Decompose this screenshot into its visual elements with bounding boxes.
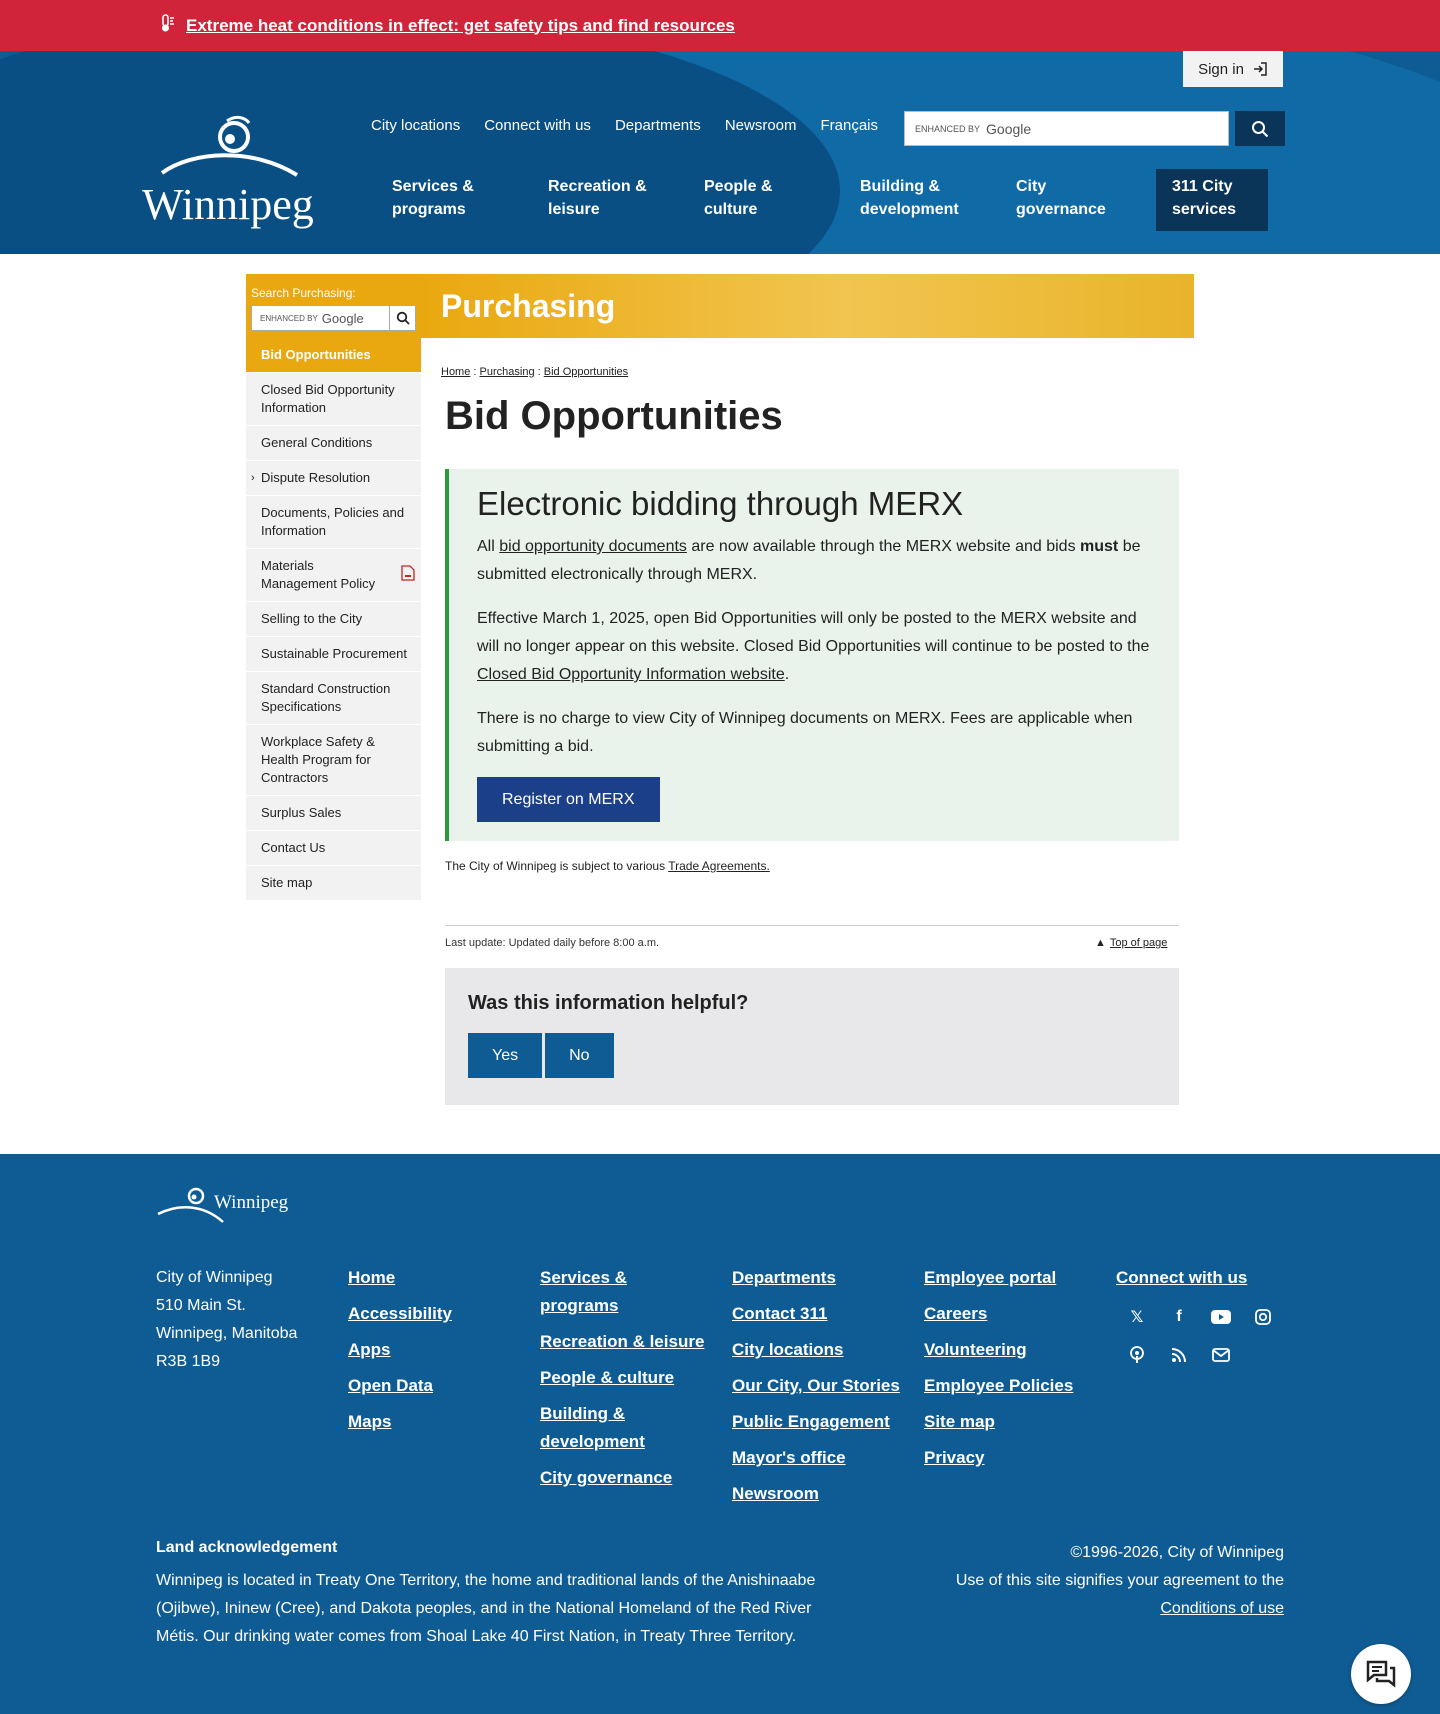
enhanced-by-label: ENHANCED BY: [915, 123, 981, 134]
footer-link-employee-portal[interactable]: Employee portal: [924, 1268, 1057, 1287]
top-of-page-link[interactable]: ▲ Top of page: [1095, 937, 1168, 949]
search-icon: [1251, 120, 1269, 138]
site-search: [904, 111, 1285, 146]
connect-title[interactable]: Connect with us: [1116, 1268, 1248, 1287]
main-nav: [376, 169, 1268, 231]
sidebar-item-site-map[interactable]: Site map: [246, 866, 421, 901]
rss-icon[interactable]: [1166, 1342, 1192, 1368]
footer-link-site-map[interactable]: Site map: [924, 1412, 995, 1431]
footer-link-volunteering[interactable]: Volunteering: [924, 1340, 1027, 1359]
breadcrumb-current[interactable]: Bid Opportunities: [543, 366, 629, 378]
footer-link-mayor[interactable]: Mayor's office: [732, 1448, 846, 1467]
footer-link-newsroom[interactable]: Newsroom: [732, 1484, 819, 1503]
footer-link-our-city[interactable]: Our City, Our Stories: [732, 1376, 900, 1395]
footer-link-building[interactable]: Building & development: [540, 1404, 645, 1451]
sign-in-label: Sign in: [1198, 60, 1244, 78]
conditions-of-use-link[interactable]: Conditions of use: [1160, 1600, 1284, 1617]
breadcrumb-sep: :: [537, 366, 541, 378]
footer-link-people[interactable]: People & culture: [540, 1368, 675, 1387]
sidebar-item-documents-policies[interactable]: Documents, Policies and Information: [246, 496, 421, 549]
footer-link-services[interactable]: Services & programs: [540, 1268, 627, 1315]
footer-link-contact-311[interactable]: Contact 311: [732, 1304, 828, 1323]
sidebar: [246, 274, 421, 901]
footer-link-maps[interactable]: Maps: [348, 1412, 392, 1431]
logo-wordmark: Winnipeg: [142, 180, 314, 229]
chevron-right-icon: ›: [251, 472, 255, 484]
breadcrumb-purchasing[interactable]: Purchasing: [479, 366, 535, 378]
site-search-input[interactable]: [904, 111, 1229, 146]
utility-francais[interactable]: Français: [820, 117, 879, 134]
section-title: Purchasing: [441, 288, 616, 324]
search-icon: [396, 311, 410, 325]
sign-in-icon: [1252, 61, 1268, 77]
utility-nav: [371, 117, 878, 134]
breadcrumb-sep: :: [473, 366, 477, 378]
nav-city-governance[interactable]: City governance: [1016, 178, 1106, 218]
instagram-icon[interactable]: [1250, 1304, 1276, 1330]
land-acknowledgement: [156, 1539, 816, 1651]
email-icon[interactable]: [1208, 1342, 1234, 1368]
sidebar-search-button[interactable]: [390, 305, 416, 331]
enhanced-by-label: ENHANCED BY: [260, 313, 318, 323]
thermometer-icon: [156, 13, 176, 39]
callout-heading: Electronic bidding through MERX: [477, 485, 964, 522]
page-title: Bid Opportunities: [445, 394, 783, 438]
breadcrumb-home[interactable]: Home: [441, 366, 471, 378]
footer-link-recreation[interactable]: Recreation & leisure: [540, 1332, 705, 1351]
nav-311-city-services[interactable]: 311 City services: [1156, 169, 1268, 231]
footer-link-employee-policies[interactable]: Employee Policies: [924, 1376, 1074, 1395]
footer-link-city-locations[interactable]: City locations: [732, 1340, 844, 1359]
register-merx-button[interactable]: Register on MERX: [477, 777, 660, 822]
social-links: [1116, 1304, 1276, 1368]
sidebar-item-closed-bid[interactable]: Closed Bid Opportunity Information: [246, 373, 421, 426]
sidebar-item-selling[interactable]: Selling to the City: [246, 602, 421, 637]
footer-column-4: [924, 1264, 1109, 1480]
footer-column-2: [540, 1264, 705, 1500]
sidebar-search: [246, 274, 421, 338]
utility-city-locations[interactable]: City locations: [371, 117, 461, 134]
footer-connect: [1116, 1264, 1276, 1368]
sidebar-item-surplus-sales[interactable]: Surplus Sales: [246, 796, 421, 831]
utility-departments[interactable]: Departments: [614, 117, 701, 134]
callout-paragraph-1: All bid opportunity documents are now available through the MERX website and bids must be submitted electronically through MERX.: [477, 538, 1141, 583]
nav-services-programs[interactable]: Services & programs: [392, 178, 474, 218]
sidebar-item-materials-management[interactable]: [246, 549, 421, 602]
sidebar-item-bid-opportunities[interactable]: Bid Opportunities: [246, 338, 421, 373]
trade-agreements-note: The City of Winnipeg is subject to various Trade Agreements.: [445, 859, 770, 873]
footer-column-1: [348, 1264, 533, 1444]
sign-in-button[interactable]: [1183, 51, 1283, 87]
footer-logo[interactable]: [156, 1184, 291, 1229]
main-content: [0, 254, 1440, 1154]
sidebar-nav: [246, 338, 421, 901]
site-header: [0, 51, 1440, 254]
trade-agreements-link[interactable]: Trade Agreements.: [668, 859, 770, 873]
sidebar-item-workplace-safety[interactable]: Workplace Safety & Health Program for Contractors: [246, 725, 421, 796]
feedback-yes-button[interactable]: Yes: [468, 1033, 542, 1078]
footer-link-departments[interactable]: Departments: [732, 1268, 836, 1287]
footer-link-careers[interactable]: Careers: [924, 1304, 988, 1323]
footer-link-governance[interactable]: City governance: [540, 1468, 673, 1487]
x-twitter-icon[interactable]: 𝕏: [1130, 1309, 1144, 1326]
winnipeg-logo[interactable]: [142, 111, 322, 236]
nav-people-culture[interactable]: People & culture: [704, 178, 773, 218]
nav-recreation-leisure[interactable]: Recreation & leisure: [548, 178, 647, 218]
sidebar-item-label: Materials Management Policy: [261, 558, 376, 591]
agreement-text: Use of this site signifies your agreement to the: [955, 1572, 1284, 1589]
sidebar-item-contact-us[interactable]: Contact Us: [246, 831, 421, 866]
address-line: 510 Main St.: [156, 1297, 246, 1314]
address-line: R3B 1B9: [156, 1353, 221, 1370]
chat-button[interactable]: [1351, 1644, 1411, 1704]
footer-link-engagement[interactable]: Public Engagement: [732, 1412, 890, 1431]
feedback-no-button[interactable]: No: [545, 1033, 613, 1078]
facebook-icon[interactable]: f: [1176, 1308, 1182, 1325]
site-search-button[interactable]: [1235, 111, 1285, 146]
footer-link-privacy[interactable]: Privacy: [924, 1448, 985, 1467]
divider: [445, 925, 1179, 926]
footer-link-apps[interactable]: Apps: [348, 1340, 391, 1359]
alert-link[interactable]: Extreme heat conditions in effect: get safety tips and find resources: [186, 15, 735, 35]
footer-logo-wordmark: Winnipeg: [214, 1192, 289, 1213]
address-line: City of Winnipeg: [156, 1269, 273, 1286]
caret-up-icon: ▲: [1095, 937, 1106, 949]
callout-paragraph-2: Effective March 1, 2025, open Bid Opportunities will only be posted to the MERX website and will no longer appear on this website. Closed Bid Opportunities will continue to be posted to the Closed Bid Opportunity Information website.: [477, 610, 1150, 683]
podcast-icon[interactable]: [1124, 1342, 1150, 1368]
youtube-icon[interactable]: [1208, 1304, 1234, 1330]
google-label: Google: [321, 310, 364, 326]
land-title: Land acknowledgement: [156, 1539, 338, 1556]
footer-column-3: [732, 1264, 917, 1516]
sidebar-item-sustainable[interactable]: Sustainable Procurement: [246, 637, 421, 672]
land-text: Winnipeg is located in Treaty One Territory, the home and traditional lands of the Anishinaabe (Ojibwe), Ininew (Cree), and Dakota peoples, and in the National Homeland of the Red River Métis. Our drinking water comes from Shoal Lake 40 First Nation, in Treaty Three Territory.: [156, 1572, 816, 1645]
sidebar-item-construction-specs[interactable]: Standard Construction Specifications: [246, 672, 421, 725]
footer-address: [156, 1264, 297, 1376]
sidebar-search-input[interactable]: [251, 305, 390, 331]
sidebar-item-dispute-resolution[interactable]: [246, 461, 421, 496]
copyright-text: ©1996-2026, City of Winnipeg: [1070, 1544, 1284, 1561]
chat-icon: [1365, 1659, 1397, 1689]
feedback-question: Was this information helpful?: [468, 992, 749, 1014]
alert-bar: [0, 0, 1440, 51]
site-footer: [0, 1154, 1440, 1714]
feedback-panel: [445, 968, 1179, 1105]
breadcrumb: [441, 366, 628, 378]
bid-documents-link[interactable]: bid opportunity documents: [499, 538, 687, 555]
copyright: [864, 1539, 1284, 1623]
utility-connect[interactable]: Connect with us: [484, 117, 591, 134]
footer-link-accessibility[interactable]: Accessibility: [348, 1304, 452, 1323]
footer-link-home[interactable]: Home: [348, 1268, 396, 1287]
address-line: Winnipeg, Manitoba: [156, 1325, 298, 1342]
sidebar-item-label: Dispute Resolution: [261, 470, 371, 485]
sidebar-search-label: Search Purchasing:: [251, 286, 356, 300]
callout-paragraph-3: There is no charge to view City of Winnipeg documents on MERX. Fees are applicable when submitting a bid.: [477, 710, 1133, 755]
utility-newsroom[interactable]: Newsroom: [724, 117, 797, 134]
google-label: Google: [986, 120, 1032, 137]
sidebar-item-general-conditions[interactable]: General Conditions: [246, 426, 421, 461]
last-update: Last update: Updated daily before 8:00 a.m.: [445, 937, 660, 949]
pdf-icon: [401, 565, 415, 586]
footer-link-open-data[interactable]: Open Data: [348, 1376, 434, 1395]
closed-bid-link[interactable]: Closed Bid Opportunity Information website: [477, 666, 785, 683]
section-banner: [421, 274, 1194, 338]
merx-callout: [445, 469, 1179, 841]
nav-building-development[interactable]: Building & development: [860, 178, 959, 218]
